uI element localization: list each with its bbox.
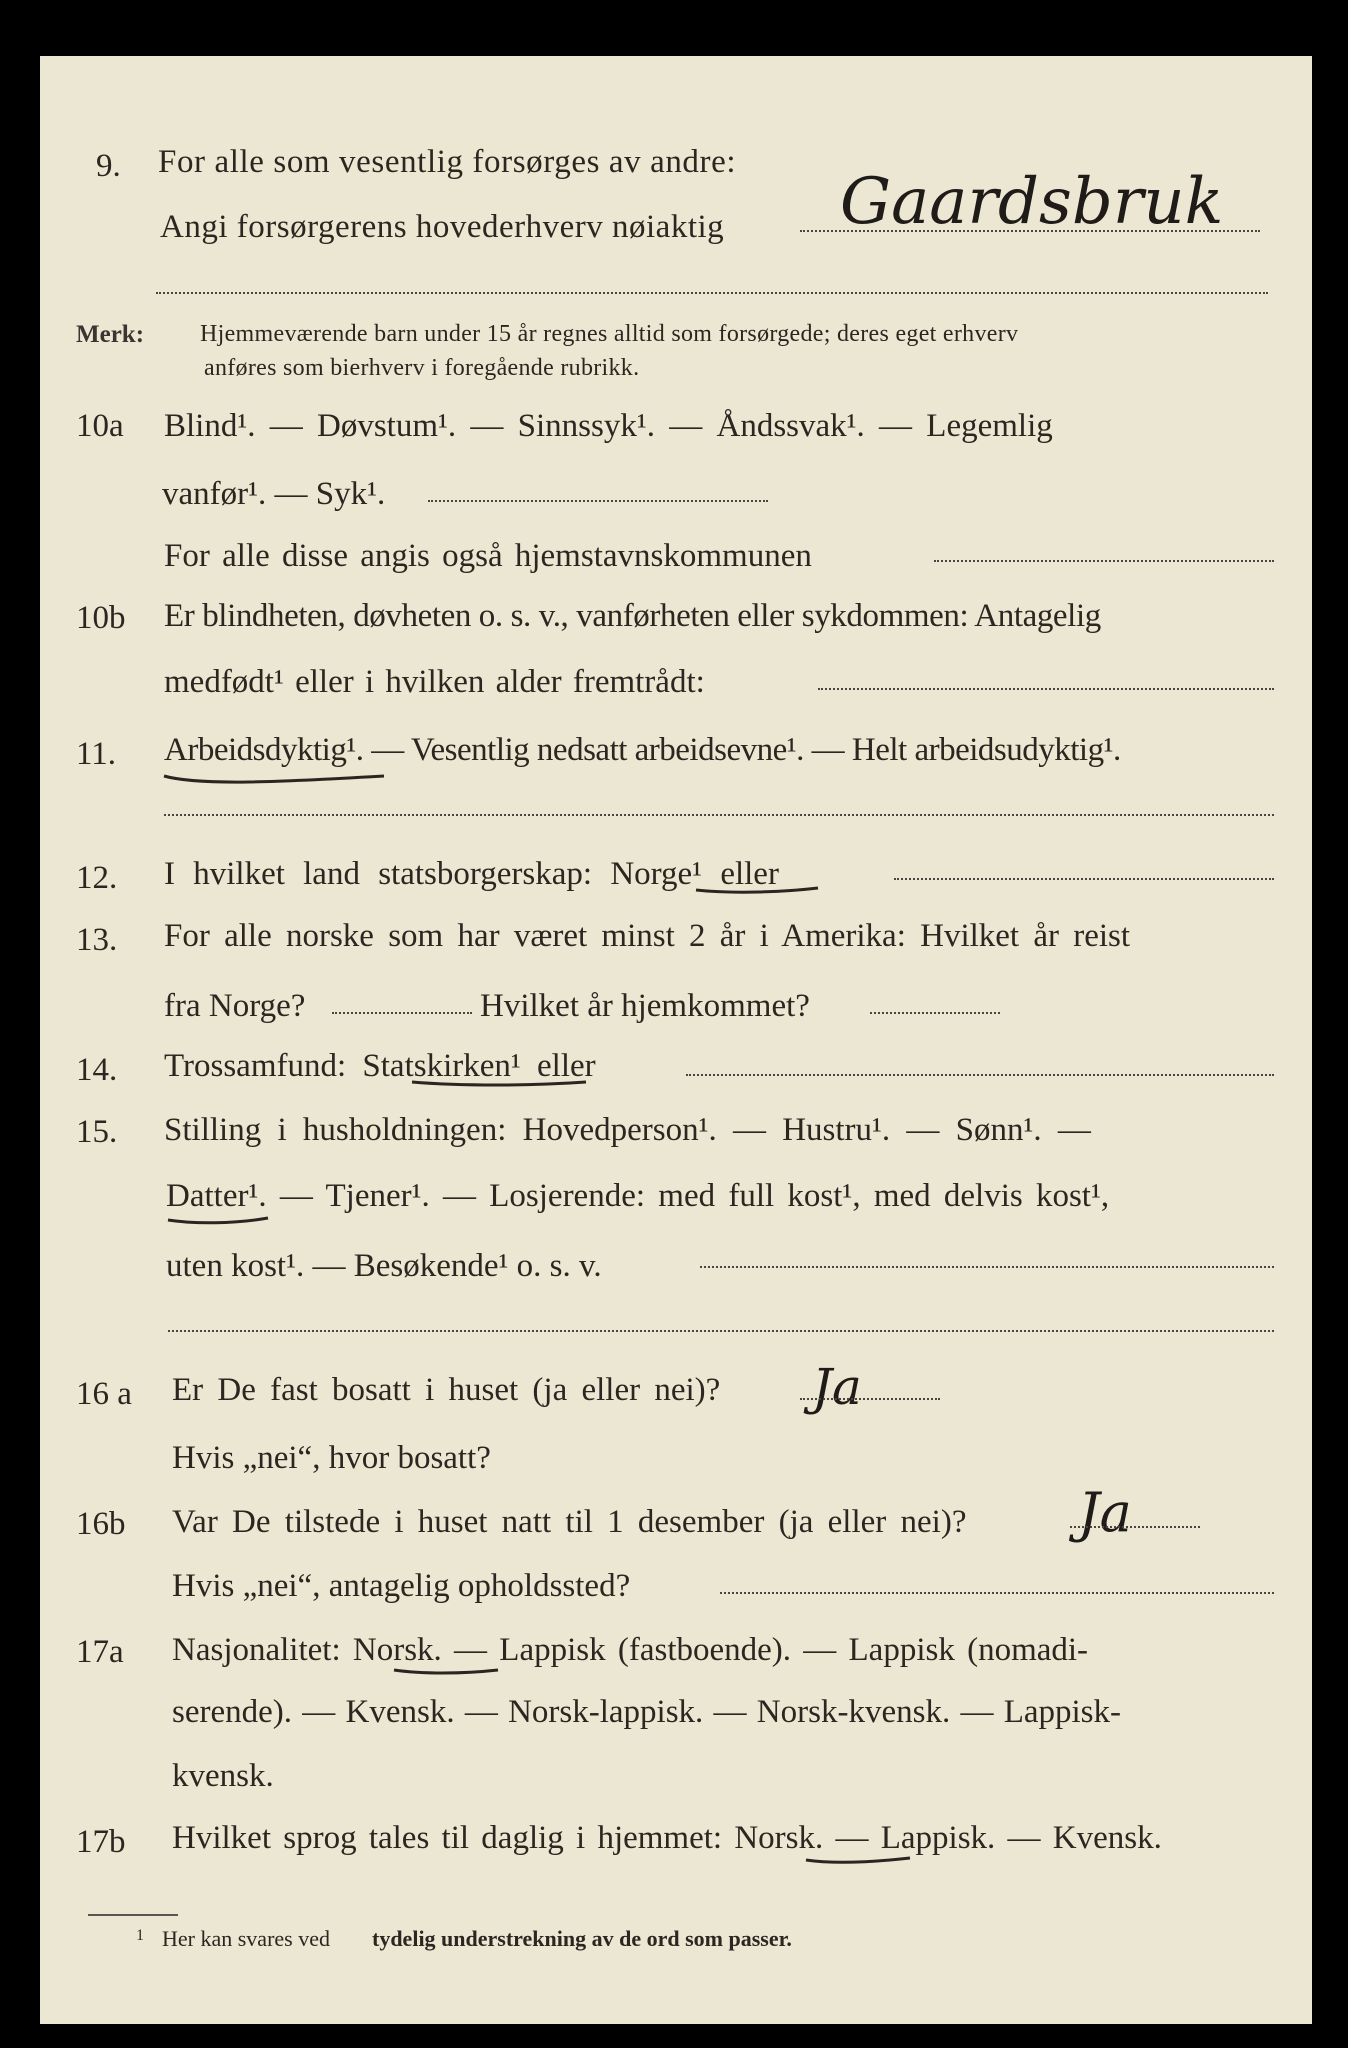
- q13-year-left-line: [332, 1012, 472, 1014]
- q17b-number: 17b: [76, 1824, 126, 1860]
- q13-year-returned-line: [870, 1012, 1000, 1014]
- q17a-underline-mark: [392, 1664, 502, 1680]
- q10a-number: 10a: [76, 408, 124, 444]
- q12-answer-line: [894, 878, 1274, 880]
- q16b-line1: Var De tilstede i huset natt til 1 desember (ja eller nei)?: [172, 1504, 967, 1540]
- merk-line1: Hjemmeværende barn under 15 år regnes alltid som forsørgede; deres eget erhverv: [200, 321, 1019, 347]
- q10a-home-municipality-line: [934, 560, 1274, 562]
- q14-line1: Trossamfund: Statskirken¹ eller: [164, 1048, 596, 1084]
- merk-line2: anføres som bierhverv i foregående rubrikk.: [204, 355, 640, 381]
- q10b-line1: Er blindheten, døvheten o. s. v., vanførheten eller sykdommen: Antagelig: [164, 598, 1101, 634]
- merk-label: Merk:: [76, 321, 145, 348]
- q10a-line1: Blind¹. — Døvstum¹. — Sinnssyk¹. — Åndssvak¹. — Legemlig: [164, 408, 1053, 444]
- q13-line1: For alle norske som har været minst 2 år i Amerika: Hvilket år reist: [164, 918, 1131, 954]
- q12-underline-mark: [694, 882, 824, 898]
- q16a-number: 16 a: [76, 1376, 132, 1412]
- q16a-line2: Hvis „nei“, hvor bosatt?: [172, 1440, 491, 1476]
- q14-number: 14.: [76, 1052, 118, 1088]
- q9-extra-line: [156, 292, 1268, 294]
- q14-answer-line: [686, 1074, 1274, 1076]
- q15-underline-mark: [164, 1210, 274, 1230]
- q16b-handwritten-answer: Ja: [1078, 1481, 1132, 1544]
- q15-number: 15.: [76, 1114, 118, 1150]
- q13-number: 13.: [76, 922, 118, 958]
- q14-underline-mark: [410, 1076, 590, 1092]
- q9-number: 9.: [96, 148, 121, 184]
- q16a-answer-line: [800, 1398, 940, 1400]
- q9-handwritten-answer: Gaardsbruk: [840, 165, 1224, 239]
- q17a-line1: Nasjonalitet: Norsk. — Lappisk (fastboende). — Lappisk (nomadi-: [172, 1632, 1089, 1668]
- q12-number: 12.: [76, 860, 118, 896]
- footnote-rule: [88, 1914, 178, 1916]
- q16b-line2: Hvis „nei“, antagelig opholdssted?: [172, 1568, 631, 1604]
- footnote-mark: 1: [136, 1927, 144, 1944]
- q13-line2a: fra Norge?: [164, 988, 306, 1024]
- q15-line1: Stilling i husholdningen: Hovedperson¹. — Hustru¹. — Sønn¹. —: [164, 1112, 1091, 1148]
- q10a-line3: For alle disse angis også hjemstavnskommunen: [164, 538, 812, 574]
- q15-answer-line: [700, 1266, 1274, 1268]
- q17a-line3: kvensk.: [172, 1758, 274, 1794]
- q9-line2: Angi forsørgerens hovederhverv nøiaktig: [160, 209, 725, 245]
- q16a-handwritten-answer: Ja: [812, 1358, 862, 1416]
- q16a-line1: Er De fast bosatt i huset (ja eller nei)?: [172, 1372, 721, 1408]
- q10a-answer-line: [428, 500, 768, 502]
- q10b-number: 10b: [76, 600, 126, 636]
- q17a-number: 17a: [76, 1634, 124, 1670]
- q15-line2: Datter¹. — Tjener¹. — Losjerende: med full kost¹, med delvis kost¹,: [166, 1178, 1110, 1214]
- footnote-text-plain: Her kan svares ved: [162, 1926, 330, 1951]
- q11-line1: Arbeidsdyktig¹. — Vesentlig nedsatt arbeidsevne¹. — Helt arbeidsudyktig¹.: [164, 732, 1121, 768]
- q11-extra-line: [164, 814, 1274, 816]
- q11-underline-mark: [160, 766, 390, 788]
- footnote-text-bold: tydelig understrekning av de ord som passer.: [372, 1926, 792, 1951]
- q12-line1: I hvilket land statsborgerskap: Norge¹ eller: [164, 856, 779, 892]
- q17a-line2: serende). — Kvensk. — Norsk-lappisk. — Norsk-kvensk. — Lappisk-: [172, 1694, 1122, 1730]
- q10b-answer-line: [818, 688, 1274, 690]
- q15-line3: uten kost¹. — Besøkende¹ o. s. v.: [166, 1248, 602, 1284]
- q17b-line1: Hvilket sprog tales til daglig i hjemmet: Norsk. — Lappisk. — Kvensk.: [172, 1820, 1162, 1856]
- q10a-line2: vanfør¹. — Syk¹.: [162, 476, 386, 512]
- q9-line1: For alle som vesentlig forsørges av andre:: [158, 144, 737, 180]
- q16b-answer-line: [1070, 1526, 1200, 1528]
- q16b-number: 16b: [76, 1506, 126, 1542]
- q15-extra-line: [168, 1330, 1274, 1332]
- q17b-underline-mark: [804, 1852, 914, 1868]
- q11-number: 11.: [76, 736, 117, 772]
- q10b-line2: medfødt¹ eller i hvilken alder fremtrådt:: [164, 664, 705, 700]
- q16b-answer-line-2: [720, 1592, 1274, 1594]
- q13-line2b: Hvilket år hjemkommet?: [480, 988, 810, 1024]
